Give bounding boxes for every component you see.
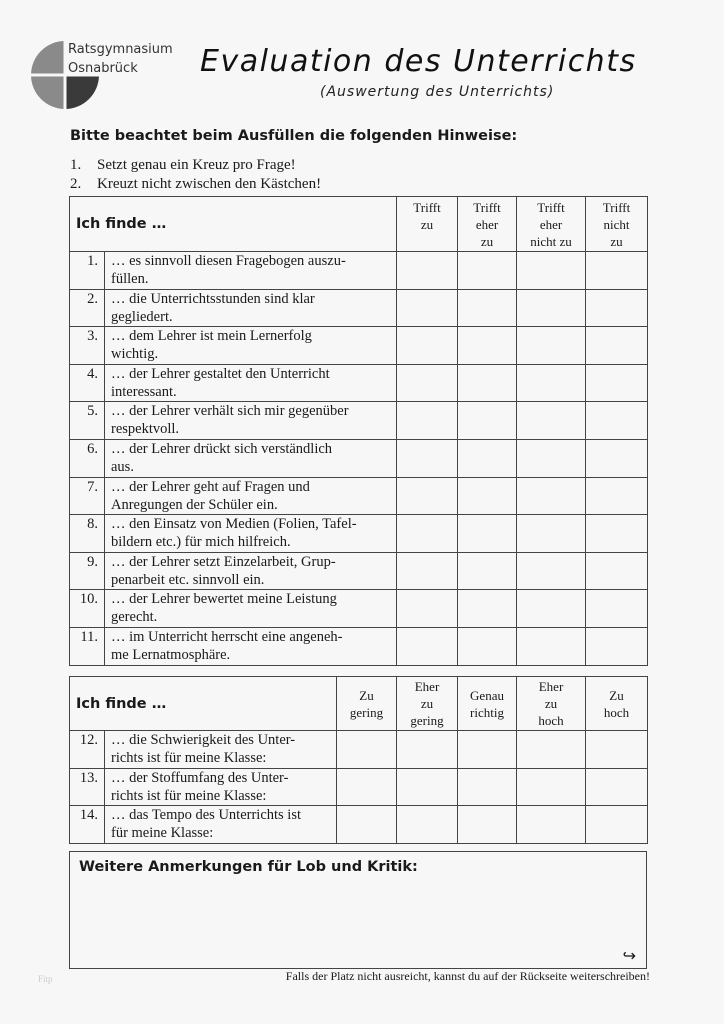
answer-checkbox-cell[interactable] (586, 477, 648, 515)
answer-checkbox-cell[interactable] (337, 731, 397, 769)
answer-checkbox-cell[interactable] (397, 477, 458, 515)
question-number: 9. (70, 552, 105, 590)
table-row (70, 552, 648, 590)
question-text: … der Lehrer geht auf Fragen und Anregungen der Schüler ein. (105, 477, 397, 515)
table-row (70, 289, 648, 327)
question-number: 2. (70, 289, 105, 327)
table-row (70, 439, 648, 477)
table-row (70, 731, 648, 769)
answer-checkbox-cell[interactable] (397, 402, 458, 440)
answer-checkbox-cell[interactable] (397, 439, 458, 477)
answer-checkbox-cell[interactable] (517, 627, 586, 665)
answer-checkbox-cell[interactable] (397, 515, 458, 553)
table-row (70, 768, 648, 806)
rating-table-level (69, 676, 648, 844)
answer-checkbox-cell[interactable] (397, 327, 458, 365)
answer-checkbox-cell[interactable] (458, 731, 517, 769)
answer-checkbox-cell[interactable] (586, 731, 648, 769)
answer-checkbox-cell[interactable] (397, 252, 458, 290)
col-header-trifft-nicht-zu: Trifft nicht zu (586, 197, 648, 252)
answer-checkbox-cell[interactable] (517, 327, 586, 365)
question-text: … der Lehrer setzt Einzelarbeit, Grup- penarbeit etc. sinnvoll ein. (105, 552, 397, 590)
watermark: Fitp (38, 974, 53, 984)
question-text: … den Einsatz von Medien (Folien, Tafel- bildern etc.) für mich hilfreich. (105, 515, 397, 553)
school-name-line1: Ratsgymnasium (68, 42, 173, 57)
answer-checkbox-cell[interactable] (586, 627, 648, 665)
answer-checkbox-cell[interactable] (517, 402, 586, 440)
table-row (70, 252, 648, 290)
instructions-list (70, 156, 321, 194)
question-text: … es sinnvoll diesen Fragebogen auszu- füllen. (105, 252, 397, 290)
answer-checkbox-cell[interactable] (397, 364, 458, 402)
answer-checkbox-cell[interactable] (517, 477, 586, 515)
answer-checkbox-cell[interactable] (517, 590, 586, 628)
col-header-zu-gering: Zu gering (337, 677, 397, 731)
answer-checkbox-cell[interactable] (586, 768, 648, 806)
answer-checkbox-cell[interactable] (586, 289, 648, 327)
answer-checkbox-cell[interactable] (517, 731, 586, 769)
question-text: … die Schwierigkeit des Unter- richts ist für meine Klasse: (105, 731, 337, 769)
question-number: 4. (70, 364, 105, 402)
answer-checkbox-cell[interactable] (586, 364, 648, 402)
school-name (68, 40, 173, 78)
answer-checkbox-cell[interactable] (397, 627, 458, 665)
table-row (70, 477, 648, 515)
answer-checkbox-cell[interactable] (458, 768, 517, 806)
question-number: 7. (70, 477, 105, 515)
answer-checkbox-cell[interactable] (458, 477, 517, 515)
instruction-item: 2. Kreuzt nicht zwischen den Kästchen! (70, 176, 322, 192)
answer-checkbox-cell[interactable] (458, 327, 517, 365)
question-number: 5. (70, 402, 105, 440)
answer-checkbox-cell[interactable] (458, 364, 517, 402)
answer-checkbox-cell[interactable] (517, 515, 586, 553)
col-header-zu-hoch: Zu hoch (586, 677, 648, 731)
answer-checkbox-cell[interactable] (517, 252, 586, 290)
answer-checkbox-cell[interactable] (517, 768, 586, 806)
answer-checkbox-cell[interactable] (337, 806, 397, 844)
rating-table-agreement (69, 196, 648, 666)
answer-checkbox-cell[interactable] (397, 590, 458, 628)
page-title: Evaluation des Unterrichts (200, 44, 637, 79)
answer-checkbox-cell[interactable] (586, 590, 648, 628)
answer-checkbox-cell[interactable] (458, 402, 517, 440)
instruction-item: 1. Setzt genau ein Kreuz pro Frage! (70, 157, 296, 173)
answer-checkbox-cell[interactable] (586, 806, 648, 844)
question-number: 8. (70, 515, 105, 553)
answer-checkbox-cell[interactable] (397, 552, 458, 590)
school-name-line2: Osnabrück (68, 61, 138, 76)
question-number: 11. (70, 627, 105, 665)
question-text: … der Lehrer gestaltet den Unterricht interessant. (105, 364, 397, 402)
question-text: … der Lehrer drückt sich verständlich aus. (105, 439, 397, 477)
question-number: 3. (70, 327, 105, 365)
answer-checkbox-cell[interactable] (517, 364, 586, 402)
answer-checkbox-cell[interactable] (458, 252, 517, 290)
remarks-box[interactable] (69, 851, 647, 969)
col-header-trifft-eher-nicht-zu: Trifft eher nicht zu (517, 197, 586, 252)
question-text: … der Lehrer bewertet meine Leistung gerecht. (105, 590, 397, 628)
table-row (70, 590, 648, 628)
turn-page-arrow-icon: ↪ (622, 948, 636, 965)
col-header-trifft-zu: Trifft zu (397, 197, 458, 252)
table2-header-label: Ich finde … (70, 677, 337, 731)
question-number: 10. (70, 590, 105, 628)
instructions-heading: Bitte beachtet beim Ausfüllen die folgenden Hinweise: (70, 128, 518, 144)
question-text: … im Unterricht herrscht eine angeneh- me Lernatmosphäre. (105, 627, 397, 665)
answer-checkbox-cell[interactable] (586, 252, 648, 290)
table-row (70, 402, 648, 440)
question-text: … der Lehrer verhält sich mir gegenüber respektvoll. (105, 402, 397, 440)
answer-checkbox-cell[interactable] (586, 439, 648, 477)
answer-checkbox-cell[interactable] (517, 552, 586, 590)
answer-checkbox-cell[interactable] (397, 806, 458, 844)
question-number: 1. (70, 252, 105, 290)
question-number: 12. (70, 731, 105, 769)
col-header-eher-zu-gering: Eher zu gering (397, 677, 458, 731)
answer-checkbox-cell[interactable] (586, 402, 648, 440)
question-number: 6. (70, 439, 105, 477)
question-number: 13. (70, 768, 105, 806)
answer-checkbox-cell[interactable] (458, 806, 517, 844)
table1-header-label: Ich finde … (70, 197, 397, 252)
question-text: … die Unterrichtsstunden sind klar gegliedert. (105, 289, 397, 327)
answer-checkbox-cell[interactable] (586, 552, 648, 590)
question-text: … dem Lehrer ist mein Lernerfolg wichtig. (105, 327, 397, 365)
col-header-genau-richtig: Genau richtig (458, 677, 517, 731)
remarks-footnote: Falls der Platz nicht ausreicht, kannst du auf der Rückseite weiterschreiben! (285, 969, 650, 983)
answer-checkbox-cell[interactable] (397, 731, 458, 769)
answer-checkbox-cell[interactable] (458, 439, 517, 477)
answer-checkbox-cell[interactable] (517, 289, 586, 327)
question-text: … das Tempo des Unterrichts ist für meine Klasse: (105, 806, 337, 844)
table-row (70, 327, 648, 365)
answer-checkbox-cell[interactable] (517, 439, 586, 477)
answer-checkbox-cell[interactable] (586, 515, 648, 553)
col-header-trifft-eher-zu: Trifft eher zu (458, 197, 517, 252)
answer-checkbox-cell[interactable] (458, 627, 517, 665)
remarks-heading: Weitere Anmerkungen für Lob und Kritik: (79, 859, 418, 875)
table-row (70, 806, 648, 844)
answer-checkbox-cell[interactable] (458, 515, 517, 553)
answer-checkbox-cell[interactable] (397, 289, 458, 327)
answer-checkbox-cell[interactable] (458, 289, 517, 327)
answer-checkbox-cell[interactable] (458, 552, 517, 590)
page-subtitle: (Auswertung des Unterrichts) (320, 84, 555, 100)
answer-checkbox-cell[interactable] (517, 806, 586, 844)
col-header-eher-zu-hoch: Eher zu hoch (517, 677, 586, 731)
question-number: 14. (70, 806, 105, 844)
answer-checkbox-cell[interactable] (337, 768, 397, 806)
table-row (70, 627, 648, 665)
table-row (70, 515, 648, 553)
table-row (70, 364, 648, 402)
answer-checkbox-cell[interactable] (458, 590, 517, 628)
answer-checkbox-cell[interactable] (586, 327, 648, 365)
answer-checkbox-cell[interactable] (397, 768, 458, 806)
question-text: … der Stoffumfang des Unter- richts ist für meine Klasse: (105, 768, 337, 806)
